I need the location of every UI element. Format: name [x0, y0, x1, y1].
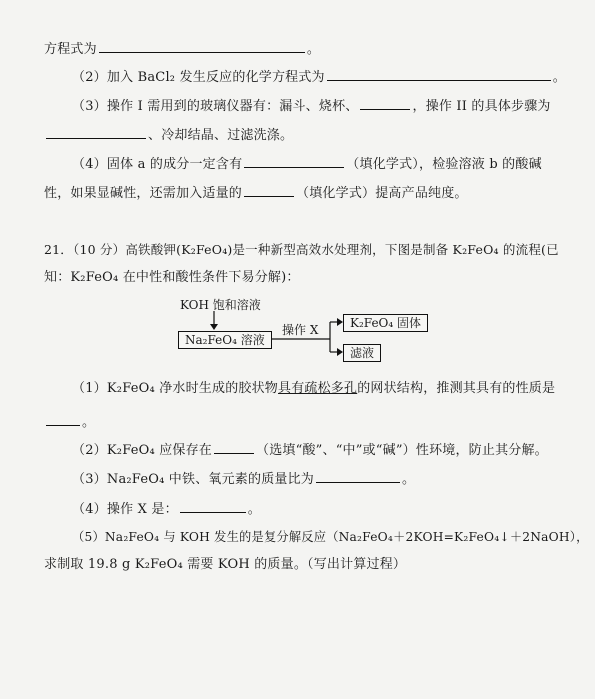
q21-part2: （2）K₂FeO₄ 应保存在 （选填“酸”、“中”或“碱”）性环境，防止其分解。: [72, 443, 548, 458]
q21-part4-blank[interactable]: [180, 500, 246, 513]
reagent-arrowhead: [210, 324, 218, 330]
q21-part4: （4）操作 X 是： 。: [72, 502, 261, 517]
q20-part3-cont: 、冷却结晶、过滤洗涤。: [44, 126, 293, 144]
q21-part1: （1）K₂FeO₄ 净水时生成的胶状物具有疏松多孔的网状结构，推测其具有的性质是: [72, 381, 556, 396]
q20-line1: 方程式为 。: [44, 42, 321, 57]
q20-part4-cont: 性，如果显碱性，还需加入适量的 （填化学式）提高产品纯度。: [44, 186, 468, 201]
q21-intro-cont: 知：K₂FeO₄ 在中性和酸性条件下易分解)：: [44, 270, 300, 285]
q21-part5: （5）Na₂FeO₄ 与 KOH 发生的是复分解反应（Na₂FeO₄＋2KOH=K₂FeO₄↓＋2NaOH），: [72, 530, 589, 544]
q21-part2-blank[interactable]: [214, 441, 254, 454]
flow-input-box: Na₂FeO₄ 溶液: [178, 331, 272, 349]
flow-product-box: K₂FeO₄ 固体: [343, 314, 428, 332]
q20-line1-text: 方程式为: [44, 42, 97, 57]
q21-intro: 21．（10 分）高铁酸钾(K₂FeO₄)是一种新型高效水处理剂，下图是制备 K₂FeO₄ 的流程(已: [44, 242, 559, 257]
flow-reagent-label: KOH 饱和溶液: [180, 298, 261, 312]
flow-filtrate-box: 滤液: [343, 344, 381, 362]
q21-part3: （3）Na₂FeO₄ 中铁、氧元素的质量比为 。: [72, 472, 416, 487]
q20-part2: （2）加入 BaCl₂ 发生反应的化学方程式为 。: [72, 70, 566, 85]
q21-part5-cont: 求制取 19.8 g K₂FeO₄ 需要 KOH 的质量。（写出计算过程）: [44, 557, 407, 572]
q21-part1-blank[interactable]: [46, 413, 80, 426]
q21-part1-cont: 。: [44, 413, 95, 431]
flow-operation-label: 操作 X: [282, 323, 319, 337]
q20-part3: （3）操作 I 需用到的玻璃仪器有：漏斗、烧杯、 ，操作 II 的具体步骤为: [72, 99, 551, 114]
q20-part4: （4）固体 a 的成分一定含有 （填化学式），检验溶液 b 的酸碱: [72, 157, 542, 172]
q21-part3-blank[interactable]: [316, 470, 400, 483]
